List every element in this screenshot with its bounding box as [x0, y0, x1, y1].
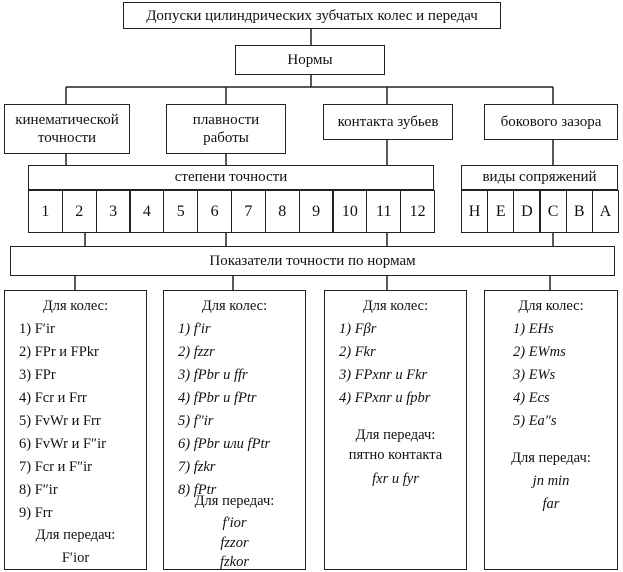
list-item: 4) FPxnr и fpbr [339, 390, 431, 406]
column-header: Для колес: [362, 298, 429, 314]
list-item: 3) FPxnr и Fkr [339, 367, 428, 383]
list-item: 3) fPbr и ffr [178, 367, 248, 383]
accuracy-degree-cell: 11 [366, 190, 401, 233]
list-item: 2) Fkr [339, 344, 376, 360]
column-kinematic [4, 290, 147, 570]
column-smoothness [163, 290, 306, 570]
list-item: f′ior [222, 515, 247, 531]
mating-type-cell: D [513, 190, 540, 233]
mating-type-cell: E [487, 190, 514, 233]
accuracy-degree-cell: 2 [62, 190, 97, 233]
accuracy-degree-cell: 3 [96, 190, 131, 233]
accuracy-degree-cell: 5 [163, 190, 198, 233]
list-item: 9) Frr [19, 505, 53, 521]
category-line2: точности [37, 130, 97, 146]
column-contact [324, 290, 467, 570]
title-text: Допуски цилиндрических зубчатых колес и передач [146, 7, 478, 24]
list-item: fzzor [220, 535, 249, 551]
list-item: 4) fPbr и fPtr [178, 390, 257, 406]
list-item: fxr и fyr [372, 471, 419, 487]
list-item: 1) EHs [513, 321, 554, 337]
list-item: 5) Ea″s [513, 413, 557, 429]
norms-box [235, 45, 385, 75]
category-backlash [484, 104, 618, 140]
category-contact [323, 104, 453, 140]
column-header: Для колес: [42, 298, 109, 314]
accuracy-degree-cell: 8 [265, 190, 300, 233]
column-backlash [484, 290, 618, 570]
category-line1: бокового зазора [500, 114, 602, 130]
accuracy-degrees-label [28, 165, 434, 190]
accuracy-degree-cell: 1 [28, 190, 63, 233]
list-item: 1) Fβr [339, 321, 377, 337]
category-kinematic [4, 104, 130, 154]
list-item: 8) fPtr [178, 482, 217, 498]
list-item: 2) EWms [513, 344, 566, 360]
column-header: Для колес: [518, 298, 584, 314]
category-line2: работы [203, 130, 249, 146]
mating-type-cell: B [566, 190, 593, 233]
accuracy-degree-cell: 12 [400, 190, 435, 233]
list-item: F′ior [61, 550, 90, 566]
accuracy-degree-cell: 7 [231, 190, 266, 233]
list-item: 8) F″ir [19, 482, 58, 498]
indicators-box [10, 246, 615, 276]
mating-type-cell: H [461, 190, 488, 233]
mating-types-label [461, 165, 618, 190]
column-header: Для колес: [201, 298, 268, 314]
list-item: 3) FPr [19, 367, 56, 383]
list-item: 5) f″ir [178, 413, 214, 429]
list-item: far [542, 496, 560, 512]
mating-types-label-text: виды сопряжений [482, 169, 597, 185]
list-item: 2) FPr и FPkr [19, 344, 99, 360]
mating-type-cell: C [540, 190, 567, 233]
accuracy-degree-cell: 6 [197, 190, 232, 233]
list-item: 5) FvWr и Frr [19, 413, 101, 429]
list-item: jn min [532, 473, 570, 489]
category-line1: кинематической [15, 112, 119, 128]
list-item: 7) fzkr [178, 459, 216, 475]
accuracy-degree-cell: 9 [299, 190, 334, 233]
list-item: 1) F′ir [19, 321, 55, 337]
category-line1: контакта зубьев [337, 114, 439, 130]
accuracy-degree-cell: 10 [333, 190, 368, 233]
list-item: 1) f′ir [178, 321, 211, 337]
list-item: 6) fPbr или fPtr [178, 436, 271, 452]
column-subheader: Для передач: [355, 427, 436, 443]
list-item: 6) FvWr и F″ir [19, 436, 106, 452]
title-box [123, 2, 501, 29]
list-item: 7) Fcr и F″ir [19, 459, 93, 475]
category-line1: плавности [192, 112, 260, 128]
list-item: 2) fzzr [178, 344, 215, 360]
mating-type-cell: A [592, 190, 619, 233]
list-item: fzkor [220, 554, 249, 570]
column-subheader: Для передач: [35, 527, 116, 543]
accuracy-degrees-label-text: степени точности [174, 169, 288, 185]
accuracy-degree-cell: 4 [130, 190, 165, 233]
list-item: 4) Ecs [513, 390, 550, 406]
indicators-text: Показатели точности по нормам [209, 253, 416, 269]
norms-text: Нормы [287, 52, 333, 68]
column-subheader: Для передач: [511, 450, 591, 466]
list-item: 4) Fcr и Frr [19, 390, 87, 406]
category-smoothness [166, 104, 286, 154]
column-subheader: Для передач: [194, 493, 275, 509]
column-subheader-2: пятно контакта [348, 447, 443, 463]
list-item: 3) EWs [513, 367, 556, 383]
